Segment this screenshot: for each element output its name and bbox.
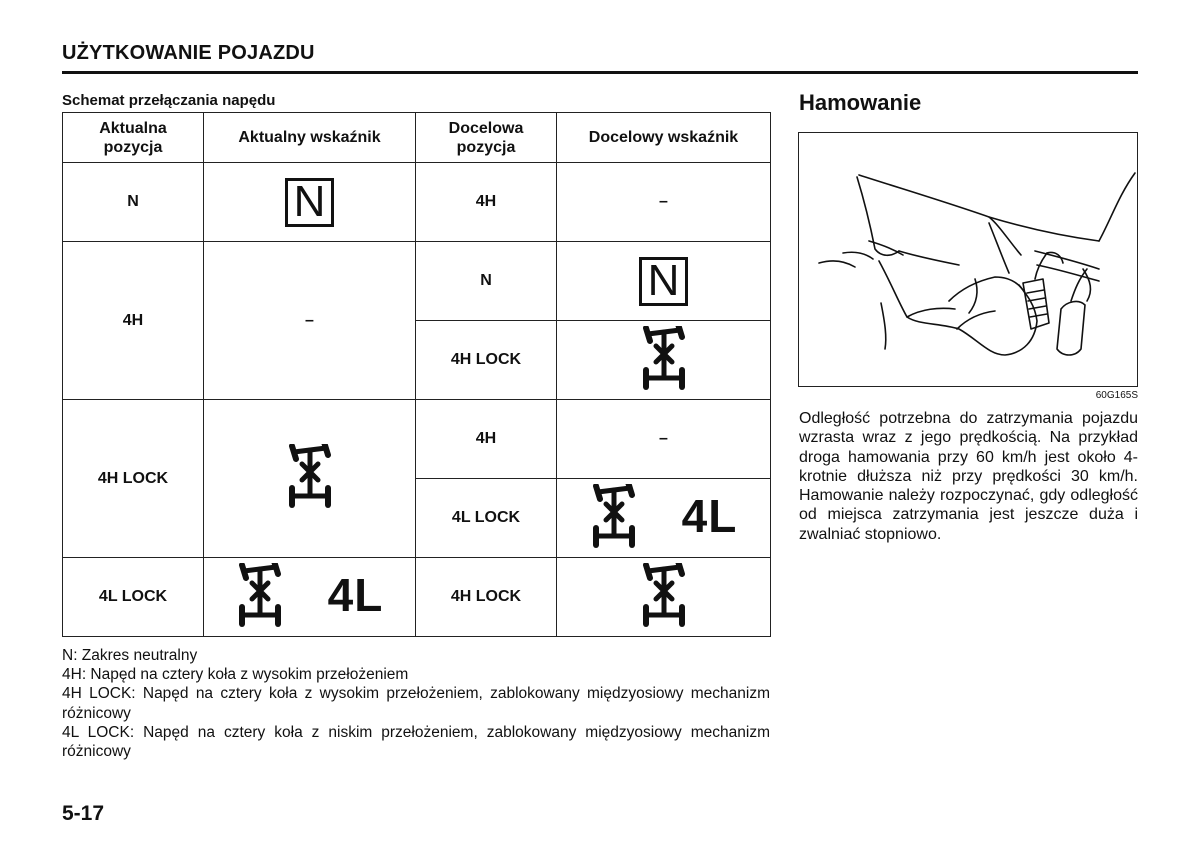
target-position-cell: 4H: [416, 400, 557, 479]
current-indicator-cell: [204, 163, 416, 242]
page-number: 5-17: [62, 802, 105, 825]
low-range-indicator: 4L: [327, 568, 384, 621]
target-indicator-cell: [557, 479, 771, 558]
table-row: [63, 163, 771, 242]
target-position-cell: N: [416, 242, 557, 321]
current-indicator-cell: [204, 242, 416, 400]
current-position-cell: 4L LOCK: [63, 558, 204, 637]
braking-description: Odległość potrzebna do zatrzymania pojazdu wzrasta wraz z jego prędkością. Na przykład droga hamowania przy 60 km/h jest około 4-krotnie dłuższa niż przy prędkości 30 km/h. Hamowanie należy rozpoczynać, gdy odległość od miejsca zatrzymania jest jeszcze duża i zwalniać stopniowo.: [799, 410, 1138, 543]
table-row: [63, 400, 771, 479]
braking-illustration: [798, 132, 1138, 387]
note-line: 4H: Napęd na cztery koła z wysokim przełożeniem: [62, 666, 409, 684]
current-indicator-cell: [204, 400, 416, 558]
table-header-row: [63, 113, 771, 163]
current-position-cell: 4H: [63, 242, 204, 400]
column-header: Docelowa pozycja: [416, 113, 557, 163]
section-title: Hamowanie: [799, 90, 922, 115]
table-row: [63, 242, 771, 321]
4wd-lock-icon: [236, 563, 284, 627]
header-rule: [62, 71, 1138, 74]
target-position-cell: 4L LOCK: [416, 479, 557, 558]
target-indicator-cell: [557, 242, 771, 321]
low-range-indicator: 4L: [681, 489, 738, 542]
note-line: 4L LOCK: Napęd na cztery koła z niskim przełożeniem, zablokowany międzyosiowy mechanizm różnicowy: [62, 723, 770, 761]
column-header: Docelowy wskaźnik: [557, 113, 771, 163]
legend-notes: [62, 646, 770, 761]
target-position-cell: 4H: [416, 163, 557, 242]
table-caption: Schemat przełączania napędu: [62, 92, 276, 109]
page-header: UŻYTKOWANIE POJAZDU: [62, 42, 315, 64]
note-line: N: Zakres neutralny: [62, 647, 198, 664]
target-indicator-cell: [557, 321, 771, 400]
dash: –: [659, 193, 668, 210]
table-row: [63, 558, 771, 637]
target-position-cell: 4H LOCK: [416, 321, 557, 400]
dash: –: [659, 430, 668, 447]
dash: –: [305, 311, 314, 329]
neutral-indicator-icon: N: [639, 257, 688, 306]
4wd-lock-icon: [640, 563, 688, 627]
column-header: Aktualny wskaźnik: [204, 113, 416, 163]
target-indicator-cell: [557, 400, 771, 479]
drive-switch-table: [62, 112, 771, 637]
target-indicator-cell: [557, 163, 771, 242]
4wd-lock-icon: [286, 444, 334, 508]
target-position-cell: 4H LOCK: [416, 558, 557, 637]
neutral-indicator-icon: N: [285, 178, 334, 227]
4wd-lock-icon: [640, 326, 688, 390]
4wd-lock-icon: [590, 484, 638, 548]
figure-code: 60G165S: [1095, 390, 1138, 401]
note-line: 4H LOCK: Napęd na cztery koła z wysokim przełożeniem, zablokowany międzyosiowy mechanizm różnicowy: [62, 685, 770, 722]
current-position-cell: 4H LOCK: [63, 400, 204, 558]
column-header: Aktualna pozycja: [63, 113, 204, 163]
target-indicator-cell: [557, 558, 771, 637]
current-indicator-cell: [204, 558, 416, 637]
current-position-cell: N: [63, 163, 204, 242]
